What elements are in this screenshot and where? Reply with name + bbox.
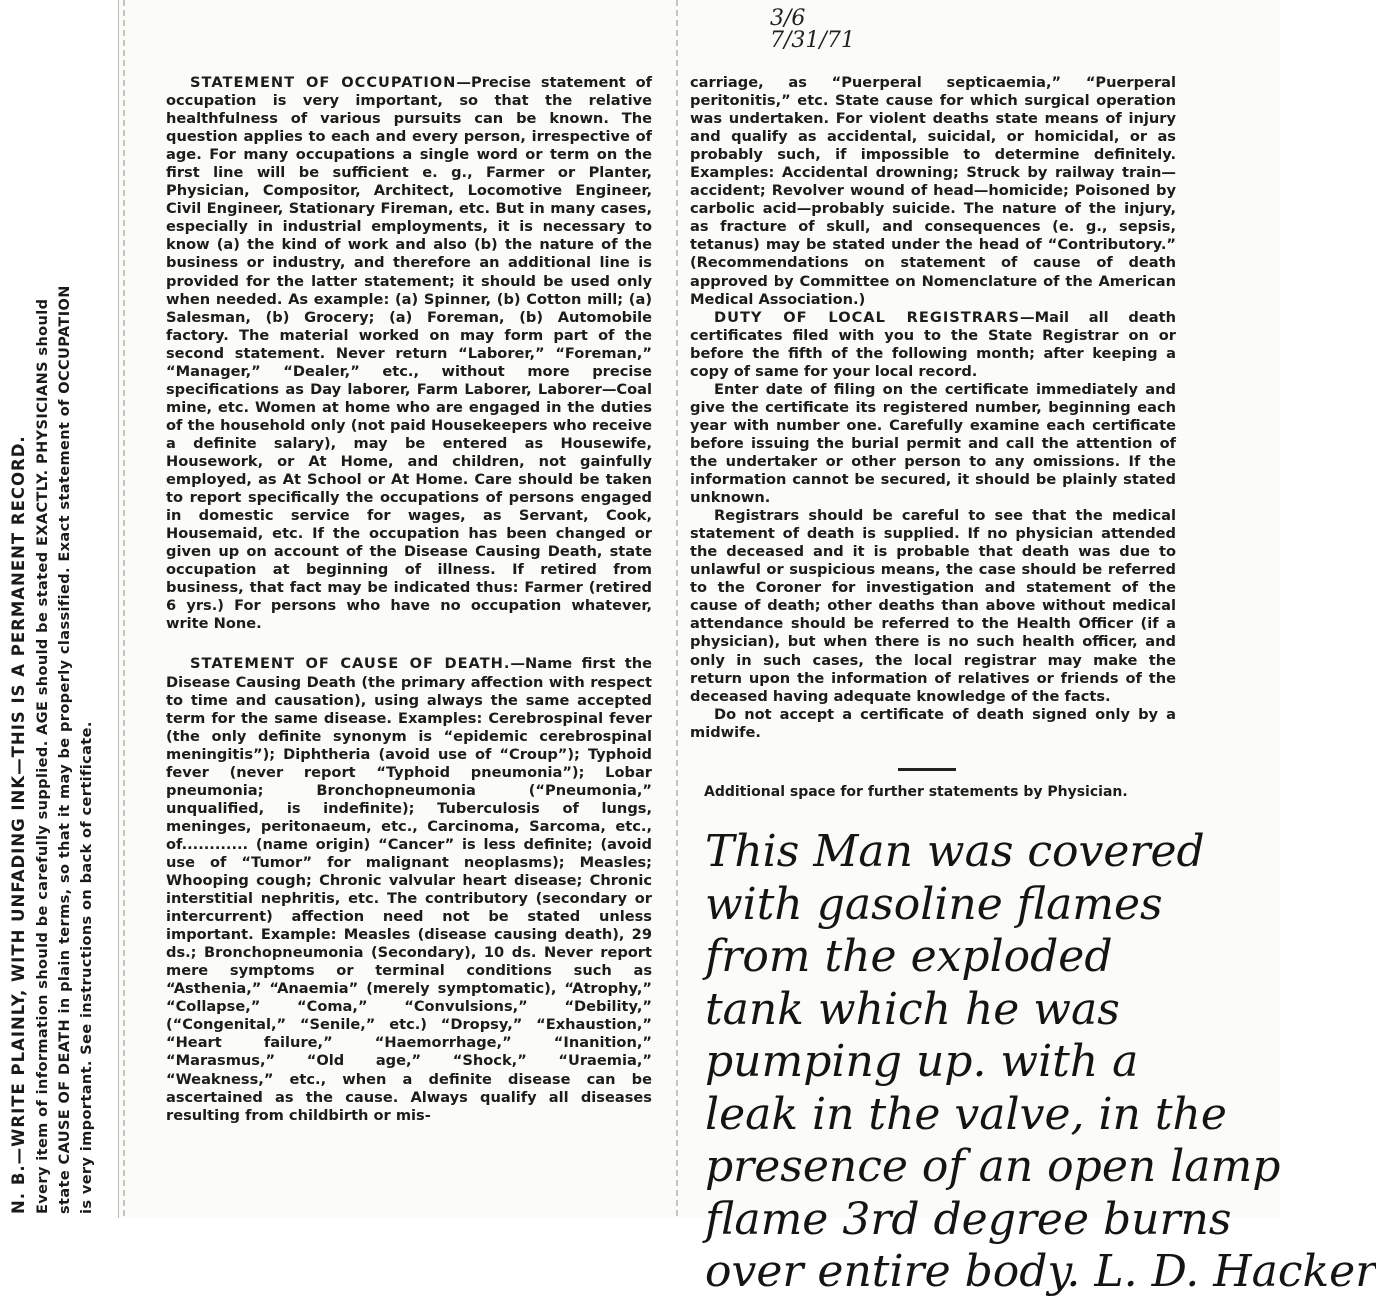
fold-line-left [123, 0, 125, 1218]
handwriting-line: This Man was covered [705, 826, 1205, 877]
left-column [166, 74, 652, 1125]
cause-body: —Name first the Disease Causing Death (the primary affection with respect to time and causation), using always the same accepted term for the same disease. Examples: Cerebrospinal fever (the only definite synonym is “epidemic cerebrospinal meningitis”); Diphtheria (avoid use of “Croup”); Typhoid fever (never report “Typhoid pneumonia”); Lobar pneumonia; Bronchopneumonia (“Pneumonia,” unqualified, is indefinite); Tuberculosis of lungs, meninges, peritonaeum, etc., Carcinoma, Sarcoma, etc., of............ (name origin) “Cancer” is less definite; (avoid use of “Tumor” for malignant neoplasms); Measles; Whooping cough; Chronic valvular heart disease; Chronic interstitial nephritis, etc. The contributory (secondary or intercurrent) affection need not be stated unless important. Example: Measles (disease causing death), 29 ds.; Bronchopneumonia (Secondary), 10 ds. Never report mere symptoms or terminal conditions such as “Asthenia,” “Anaemia” (merely symptomatic), “Atrophy,” “Collapse,” “Coma,” “Convulsions,” “Debility,” (“Congenital,” “Senile,” etc.) “Dropsy,” “Exhaustion,” “Heart failure,” “Haemorrhage,” “Inanition,” “Marasmus,” “Old age,” “Shock,” “Uraemia,” “Weakness,” etc., when a definite disease can be ascertained as the cause. Always qualify all diseases resulting from childbirth or mis- [166, 655, 652, 1124]
handwriting-line: over entire body. L. D. Hacker [705, 1246, 1376, 1297]
registrars-heading: DUTY OF LOCAL REGISTRARS [714, 308, 1021, 326]
handwriting-line: presence of an open lamp [705, 1141, 1281, 1192]
margin-note-line-1: N. B.—WRITE PLAINLY, WITH UNFADING INK—THIS IS A PERMANENT RECORD. [9, 435, 28, 1214]
handwriting-line: flame 3rd degree burns [705, 1193, 1232, 1245]
handwriting-line: with gasoline flames [705, 878, 1163, 930]
right-column [690, 74, 1176, 742]
handwriting-line: pumping up. with a [705, 1036, 1139, 1087]
handwritten-stamp-number: 3/6 7/31/71 [770, 6, 855, 53]
margin-note-line-2: Every item of information should be carefully supplied. AGE should be stated EXACTLY. PHYSICIANS should [35, 298, 51, 1214]
occupation-body: —Precise statement of occupation is very important, so that the relative healthfulness of various pursuits can be known. The question applies to each and every person, irrespective of age. For many occupations a single word or term on the first line will be sufficient e. g., Farmer or Planter, Physician, Compositor, Architect, Locomotive Engineer, Civil Engineer, Stationary Fireman, etc. But in many cases, especially in industrial employments, it is necessary to know (a) the kind of work and also (b) the nature of the business or industry, and therefore an additional line is provided for the latter statement; it should be used only when needed. As example: (a) Spinner, (b) Cotton mill; (a) Salesman, (b) Grocery; (a) Foreman, (b) Automobile factory. The material worked on may form part of the second statement. Never return “Laborer,” “Foreman,” “Manager,” “Dealer,” etc., without more precise specifications as Day laborer, Farm Laborer, Laborer—Coal mine, etc. Women at home who are engaged in the duties of the household only (not paid Housekeepers who receive a definite salary), may be entered as Housewife, Housework, or At Home, and children, not gainfully employed, as At School or At Home. Care should be taken to report specifically the occupations of persons engaged in domestic service for wages, as Servant, Cook, Housemaid, etc. If the occupation has been changed or given up on account of the Disease Causing Death, state occupation at beginning of illness. If retired from business, that fact may be indicated thus: Farmer (retired 6 yrs.) For persons who have no occupation whatever, write None. [166, 74, 653, 633]
handwriting-line: leak in the valve, in the [705, 1088, 1227, 1140]
margin-note-line-4: is very important. See instructions on back of certificate. [79, 721, 95, 1214]
cause-section [166, 655, 652, 1124]
registrars-paragraph-4: Do not accept a certificate of death signed only by a midwife. [690, 705, 1176, 741]
margin-note-line-3: state CAUSE OF DEATH in plain terms, so that it may be properly classified. Exact statement of OCCUPATION [57, 285, 73, 1214]
fold-line-center [676, 0, 678, 1218]
margin-note-strip [0, 0, 119, 1218]
occupation-heading: STATEMENT OF OCCUPATION [190, 74, 457, 91]
additional-space-label: Additional space for further statements by Physician. [704, 784, 1128, 800]
handwriting-line: tank which he was [705, 983, 1120, 1035]
margin-note-rotated [6, 34, 124, 1214]
handwriting-line: from the exploded [705, 931, 1113, 982]
cause-heading: STATEMENT OF CAUSE OF DEATH. [190, 655, 511, 673]
cause-continued: carriage, as “Puerperal septicaemia,” “Puerperal peritonitis,” etc. State cause for which surgical operation was undertaken. For violent deaths state means of injury and qualify as accidental, suicidal, or homicidal, or as probably such, if impossible to determine definitely. Examples: Accidental drowning; Struck by railway train—accident; Revolver wound of head—homicide; Poisoned by carbolic acid—probably suicide. The nature of the injury, as fracture of skull, and consequences (e. g., sepsis, tetanus) may be stated under the head of “Contributory.” (Recommendations on statement of cause of death approved by Committee on Nomenclature of the American Medical Association.) [690, 74, 1176, 308]
physician-handwritten-statement [705, 826, 1376, 1299]
registrars-section [690, 309, 1176, 381]
registrars-paragraph-3: Registrars should be careful to see that the medical statement of death is supplied. If no physician attended the deceased and it is probable that death was due to unlawful or suspicious means, the case should be referred to the Coroner for investigation and statement of the cause of death; other deaths than above without medical attendance should be referred to the Health Officer (if a physician), but when there is no such health officer, and only in such cases, the local registrar may make the return upon the information of relatives or friends of the deceased having adequate knowledge of the facts. [690, 507, 1176, 705]
section-divider [898, 768, 956, 771]
registrars-body: —Mail all death certificates filed with you to the State Registrar on or before the fifth of the following month; after keeping a copy of same for your local record. [690, 308, 1176, 380]
registrars-paragraph-2: Enter date of filing on the certificate immediately and give the certificate its registered number, beginning each year with number one. Carefully examine each certificate before issuing the burial permit and call the attention of the undertaker or other person to any omissions. If the information cannot be secured, it should be plainly stated unknown. [690, 380, 1176, 507]
occupation-section [166, 74, 652, 633]
